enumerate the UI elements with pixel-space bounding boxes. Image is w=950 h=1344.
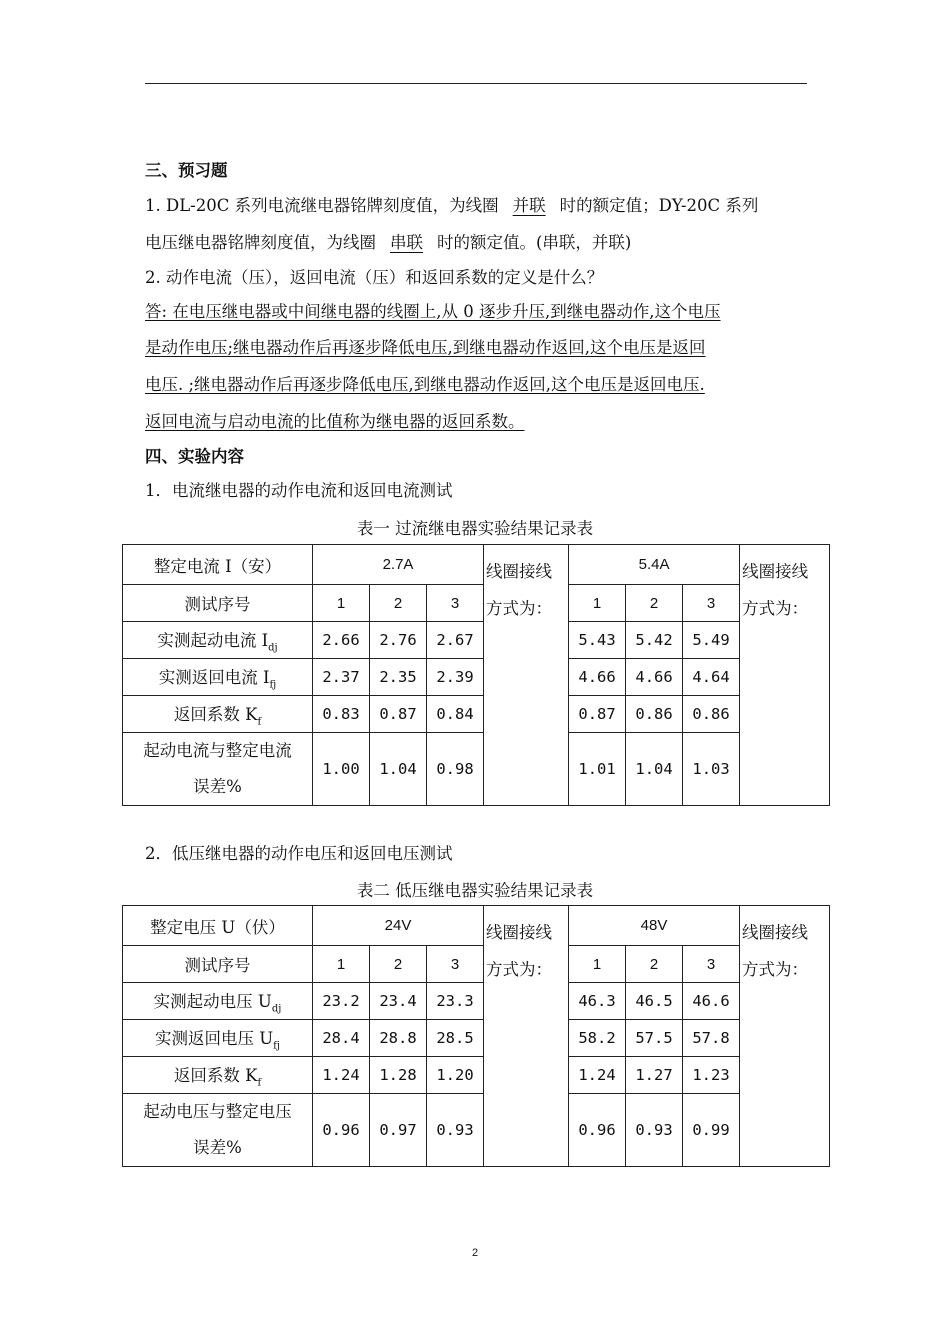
data-cell: 2.66 bbox=[313, 622, 370, 659]
data-cell: 28.5 bbox=[427, 1020, 484, 1057]
row-label-text: 误差% bbox=[193, 1138, 242, 1157]
header-rule bbox=[145, 83, 807, 84]
seq-number: 1 bbox=[313, 946, 370, 983]
coil-connection-note bbox=[484, 906, 569, 1167]
data-cell: 46.5 bbox=[626, 983, 683, 1020]
q1-text-a: 1. DL-20C 系列电流继电器铭牌刻度值，为线圈 bbox=[145, 196, 499, 215]
answer-line: 返回电流与启动电流的比值称为继电器的返回系数。 bbox=[145, 412, 525, 431]
row-label-text: 返回系数 K bbox=[173, 704, 258, 724]
data-cell: 2.35 bbox=[370, 659, 427, 696]
row-label-text: 返回系数 K bbox=[173, 1065, 258, 1085]
data-cell: 23.4 bbox=[370, 983, 427, 1020]
data-cell: 0.83 bbox=[313, 696, 370, 733]
data-cell: 28.8 bbox=[370, 1020, 427, 1057]
row-label bbox=[123, 733, 313, 806]
seq-number: 2 bbox=[370, 585, 427, 622]
answer-line: 是动作电压;继电器动作后再逐步降低电压,到继电器动作返回,这个电压是返回 bbox=[145, 338, 706, 357]
seq-number: 1 bbox=[569, 585, 626, 622]
data-cell: 0.86 bbox=[683, 696, 740, 733]
table1-caption: 表一 过流继电器实验结果记录表 bbox=[356, 519, 594, 538]
seq-number: 3 bbox=[427, 585, 484, 622]
data-cell: 0.87 bbox=[370, 696, 427, 733]
data-cell: 46.3 bbox=[569, 983, 626, 1020]
seq-number: 3 bbox=[683, 946, 740, 983]
group-header: 5.4A bbox=[569, 545, 740, 585]
data-cell: 1.04 bbox=[370, 733, 427, 806]
experiment-item-2: 2．低压继电器的动作电压和返回电压测试 bbox=[145, 844, 453, 863]
data-cell: 0.97 bbox=[370, 1094, 427, 1167]
data-cell: 1.23 bbox=[683, 1057, 740, 1094]
coil-connection-note bbox=[740, 545, 830, 806]
row-label-text: 起动电流与整定电流 bbox=[143, 741, 292, 760]
data-cell: 0.96 bbox=[313, 1094, 370, 1167]
section3-heading: 三、预习题 bbox=[145, 161, 228, 180]
answer-blank-2: 串联 bbox=[390, 233, 423, 252]
voltage-relay-table bbox=[122, 905, 830, 1167]
row-label-text: 实测起动电压 U bbox=[153, 991, 272, 1011]
row-label-text: 起动电压与整定电压 bbox=[143, 1102, 292, 1121]
q1-text-b: 时的额定值；DY-20C 系列 bbox=[559, 196, 759, 215]
seq-number: 1 bbox=[313, 585, 370, 622]
page-number: 2 bbox=[471, 1247, 479, 1259]
question-1-line1 bbox=[145, 195, 758, 217]
data-cell: 23.2 bbox=[313, 983, 370, 1020]
data-cell: 1.01 bbox=[569, 733, 626, 806]
data-cell: 0.93 bbox=[427, 1094, 484, 1167]
row-label-sub: dj bbox=[268, 642, 278, 654]
experiment-item-1: 1．电流继电器的动作电流和返回电流测试 bbox=[145, 481, 453, 500]
question-1-line2 bbox=[145, 232, 631, 254]
data-cell: 5.42 bbox=[626, 622, 683, 659]
seq-number: 2 bbox=[626, 946, 683, 983]
data-cell: 46.6 bbox=[683, 983, 740, 1020]
data-cell: 23.3 bbox=[427, 983, 484, 1020]
answer-line: 电压. ;继电器动作后再逐步降低电压,到继电器动作返回,这个电压是返回电压. bbox=[145, 375, 705, 394]
setting-label: 整定电压 U（伏） bbox=[123, 906, 313, 946]
data-cell: 0.93 bbox=[626, 1094, 683, 1167]
data-cell: 1.28 bbox=[370, 1057, 427, 1094]
seq-number: 2 bbox=[626, 585, 683, 622]
row-label-text: 误差% bbox=[193, 777, 242, 796]
answer-line: 答: 在电压继电器或中间继电器的线圈上,从 0 逐步升压,到继电器动作,这个电压 bbox=[145, 302, 721, 321]
data-cell: 5.49 bbox=[683, 622, 740, 659]
data-cell: 1.20 bbox=[427, 1057, 484, 1094]
data-cell: 0.96 bbox=[569, 1094, 626, 1167]
data-cell: 0.86 bbox=[626, 696, 683, 733]
row-label bbox=[123, 1020, 313, 1057]
data-cell: 0.84 bbox=[427, 696, 484, 733]
data-cell: 1.27 bbox=[626, 1057, 683, 1094]
coil-note-line: 线圈接线 bbox=[486, 562, 553, 581]
coil-connection-note bbox=[740, 906, 830, 1167]
row-label-sub: fj bbox=[269, 679, 277, 691]
group-header: 2.7A bbox=[313, 545, 484, 585]
row-label-sub: dj bbox=[271, 1003, 282, 1015]
question-2: 2. 动作电流（压），返回电流（压）和返回系数的定义是什么？ bbox=[145, 268, 604, 287]
row-label bbox=[123, 983, 313, 1020]
data-cell: 4.66 bbox=[626, 659, 683, 696]
coil-note-line: 方式为： bbox=[742, 599, 809, 618]
group-header: 24V bbox=[313, 906, 484, 946]
coil-note-line: 线圈接线 bbox=[742, 923, 808, 942]
coil-note-line: 方式为： bbox=[486, 960, 552, 979]
coil-note-line: 方式为： bbox=[486, 599, 553, 618]
data-cell: 5.43 bbox=[569, 622, 626, 659]
seq-label: 测试序号 bbox=[123, 946, 313, 983]
data-cell: 57.8 bbox=[683, 1020, 740, 1057]
row-label-sub: f bbox=[257, 1077, 262, 1089]
seq-label: 测试序号 bbox=[123, 585, 313, 622]
data-cell: 4.66 bbox=[569, 659, 626, 696]
row-label-text: 实测返回电流 I bbox=[158, 667, 270, 687]
data-cell: 2.76 bbox=[370, 622, 427, 659]
q1-text-c: 电压继电器铭牌刻度值，为线圈 bbox=[145, 233, 376, 252]
seq-number: 2 bbox=[370, 946, 427, 983]
row-label-text: 实测返回电压 U bbox=[155, 1028, 274, 1048]
data-cell: 0.98 bbox=[427, 733, 484, 806]
data-cell: 2.39 bbox=[427, 659, 484, 696]
data-cell: 2.67 bbox=[427, 622, 484, 659]
data-cell: 57.5 bbox=[626, 1020, 683, 1057]
section4-heading: 四、实验内容 bbox=[145, 447, 244, 466]
answer-blank-1: 并联 bbox=[512, 196, 546, 215]
row-label-sub: f bbox=[257, 716, 262, 728]
group-header: 48V bbox=[569, 906, 740, 946]
q1-text-d: 时的额定值。(串联，并联) bbox=[437, 233, 632, 252]
row-label bbox=[123, 659, 313, 696]
row-label-text: 实测起动电流 I bbox=[157, 630, 269, 650]
data-cell: 1.03 bbox=[683, 733, 740, 806]
row-label bbox=[123, 696, 313, 733]
row-label bbox=[123, 1057, 313, 1094]
row-label bbox=[123, 622, 313, 659]
seq-number: 1 bbox=[569, 946, 626, 983]
setting-label: 整定电流 I（安） bbox=[123, 545, 313, 585]
data-cell: 4.64 bbox=[683, 659, 740, 696]
current-relay-table bbox=[122, 544, 830, 806]
data-cell: 58.2 bbox=[569, 1020, 626, 1057]
data-cell: 1.24 bbox=[569, 1057, 626, 1094]
data-cell: 2.37 bbox=[313, 659, 370, 696]
data-cell: 0.99 bbox=[683, 1094, 740, 1167]
coil-note-line: 线圈接线 bbox=[486, 923, 552, 942]
data-cell: 1.00 bbox=[313, 733, 370, 806]
row-label bbox=[123, 1094, 313, 1167]
coil-connection-note bbox=[484, 545, 569, 806]
seq-number: 3 bbox=[683, 585, 740, 622]
table2-caption: 表二 低压继电器实验结果记录表 bbox=[356, 881, 594, 900]
data-cell: 28.4 bbox=[313, 1020, 370, 1057]
data-cell: 1.24 bbox=[313, 1057, 370, 1094]
coil-note-line: 线圈接线 bbox=[742, 562, 809, 581]
data-cell: 0.87 bbox=[569, 696, 626, 733]
row-label-sub: fj bbox=[273, 1040, 280, 1052]
data-cell: 1.04 bbox=[626, 733, 683, 806]
coil-note-line: 方式为： bbox=[742, 960, 808, 979]
seq-number: 3 bbox=[427, 946, 484, 983]
